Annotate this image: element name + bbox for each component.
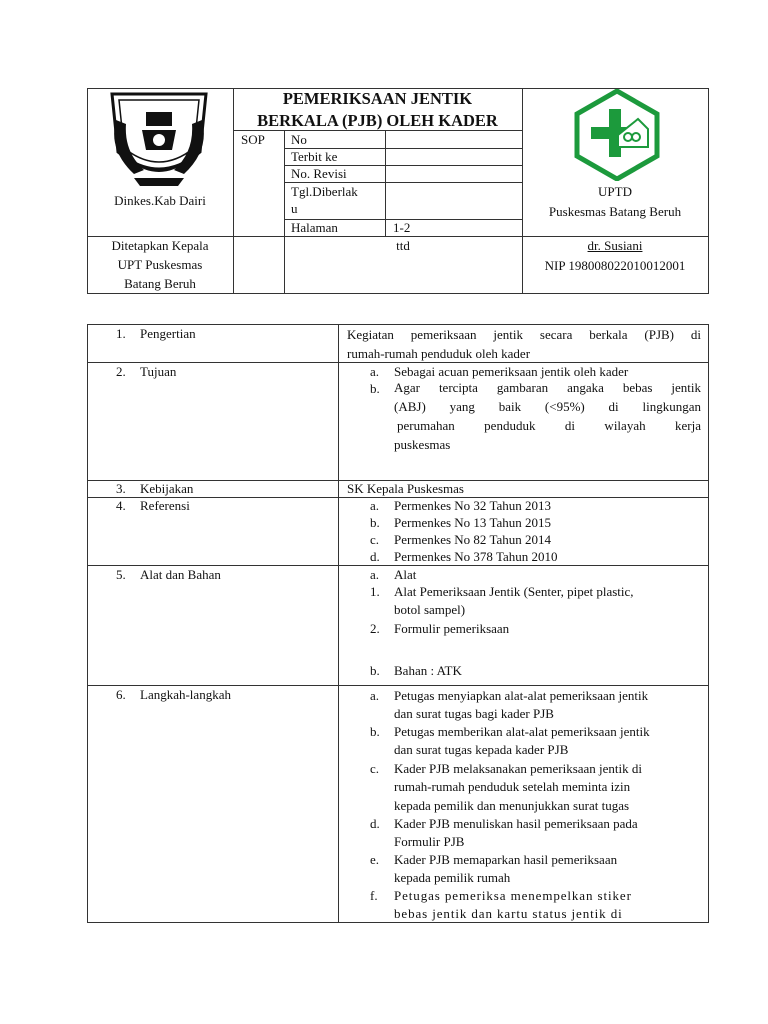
tujuan-item-b-line1: Agar tercipta gambaran angaka bebas jentik bbox=[394, 380, 701, 395]
row-label-pengertian: Pengertian bbox=[140, 326, 196, 341]
field-label-revisi: No. Revisi bbox=[291, 166, 347, 181]
referensi-item-b: Permenkes No 13 Tahun 2015 bbox=[394, 515, 551, 530]
pengertian-text-line2: rumah-rumah penduduk oleh kader bbox=[347, 346, 531, 361]
header-right-line1: UPTD bbox=[598, 184, 632, 199]
row-number-4: 4. bbox=[116, 498, 126, 513]
row-label-kebijakan: Kebijakan bbox=[140, 481, 194, 496]
tujuan-marker-b: b. bbox=[370, 381, 380, 396]
langkah-item-b-line2: dan surat tugas kepada kader PJB bbox=[394, 742, 569, 757]
alat-item-a: Alat bbox=[394, 567, 417, 582]
field-label-halaman: Halaman bbox=[291, 220, 338, 235]
signature-ttd: ttd bbox=[396, 238, 410, 253]
ditetapkan-line1: Ditetapkan Kepala bbox=[111, 238, 209, 253]
field-label-terbit: Terbit ke bbox=[291, 149, 338, 164]
header-left-caption: Dinkes.Kab Dairi bbox=[114, 193, 206, 208]
langkah-item-d-line2: Formulir PJB bbox=[394, 834, 465, 849]
tujuan-item-b-line3: perumahan penduduk di wilayah kerja bbox=[397, 418, 701, 433]
referensi-marker-a: a. bbox=[370, 498, 380, 513]
row-label-referensi: Referensi bbox=[140, 498, 190, 513]
langkah-item-c-line3: kepada pemilik dan menunjukkan surat tugas bbox=[394, 798, 630, 813]
field-label-tgl: Tgl.Diberlak bbox=[291, 184, 358, 199]
alat-item-1-line1: Alat Pemeriksaan Jentik (Senter, pipet plastic, bbox=[394, 584, 634, 599]
langkah-marker-a: a. bbox=[370, 688, 380, 703]
row-number-3: 3. bbox=[116, 481, 126, 496]
langkah-item-a-line2: dan surat tugas bagi kader PJB bbox=[394, 706, 554, 721]
alat-item-1-line2: botol sampel) bbox=[394, 602, 466, 617]
langkah-item-c-line1: Kader PJB melaksanakan pemeriksaan jentik di bbox=[394, 761, 643, 776]
ditetapkan-line2: UPT Puskesmas bbox=[117, 257, 203, 272]
langkah-marker-e: e. bbox=[370, 852, 380, 867]
tujuan-marker-a: a. bbox=[370, 364, 380, 379]
langkah-marker-c: c. bbox=[370, 761, 380, 776]
field-label-no: No bbox=[291, 132, 307, 147]
row-label-tujuan: Tujuan bbox=[140, 364, 177, 379]
signer-nip: NIP 198008022010012001 bbox=[544, 258, 686, 273]
referensi-item-c: Permenkes No 82 Tahun 2014 bbox=[394, 532, 551, 547]
puskesmas-logo bbox=[572, 89, 662, 181]
alat-marker-a: a. bbox=[370, 567, 380, 582]
row-number-1: 1. bbox=[116, 326, 126, 341]
document-title-line2: BERKALA (PJB) OLEH KADER bbox=[257, 111, 498, 130]
langkah-item-e-line2: kepada pemilik rumah bbox=[394, 870, 511, 885]
row-number-2: 2. bbox=[116, 364, 126, 379]
alat-item-b: Bahan : ATK bbox=[394, 663, 462, 678]
row-label-alat: Alat dan Bahan bbox=[140, 567, 221, 582]
referensi-item-d: Permenkes No 378 Tahun 2010 bbox=[394, 549, 558, 564]
langkah-marker-f: f. bbox=[370, 888, 378, 903]
row-number-5: 5. bbox=[116, 567, 126, 582]
sop-label: SOP bbox=[241, 132, 265, 147]
header-right-line2: Puskesmas Batang Beruh bbox=[548, 204, 682, 219]
dairi-crest-logo bbox=[104, 90, 214, 192]
referensi-item-a: Permenkes No 32 Tahun 2013 bbox=[394, 498, 551, 513]
langkah-item-b-line1: Petugas memberikan alat-alat pemeriksaan jentik bbox=[394, 724, 650, 739]
tujuan-item-b-line2: (ABJ) yang baik (<95%) di lingkungan bbox=[394, 399, 701, 414]
referensi-marker-c: c. bbox=[370, 532, 380, 547]
langkah-item-a-line1: Petugas menyiapkan alat-alat pemeriksaan jentik bbox=[394, 688, 649, 703]
pengertian-text-line1: Kegiatan pemeriksaan jentik secara berkala (PJB) di bbox=[347, 327, 701, 342]
alat-marker-b: b. bbox=[370, 663, 380, 678]
langkah-item-f-line2: bebas jentik dan kartu status jentik di bbox=[394, 906, 623, 921]
langkah-marker-d: d. bbox=[370, 816, 380, 831]
langkah-item-c-line2: rumah-rumah penduduk setelah meminta izin bbox=[394, 779, 631, 794]
kebijakan-text: SK Kepala Puskesmas bbox=[347, 481, 464, 496]
tujuan-item-b-line4: puskesmas bbox=[394, 437, 451, 452]
document-title-line1: PEMERIKSAAN JENTIK bbox=[282, 89, 473, 108]
langkah-item-f-line1: Petugas pemeriksa menempelkan stiker bbox=[394, 888, 632, 903]
field-label-tgl-cont: u bbox=[291, 201, 298, 216]
ditetapkan-line3: Batang Beruh bbox=[124, 276, 196, 291]
row-label-langkah: Langkah-langkah bbox=[140, 687, 231, 702]
referensi-marker-d: d. bbox=[370, 549, 380, 564]
alat-item-2: Formulir pemeriksaan bbox=[394, 621, 510, 636]
field-value-halaman: 1-2 bbox=[393, 220, 411, 235]
signer-name: dr. Susiani bbox=[587, 238, 643, 253]
referensi-marker-b: b. bbox=[370, 515, 380, 530]
langkah-marker-b: b. bbox=[370, 724, 380, 739]
tujuan-item-a: Sebagai acuan pemeriksaan jentik oleh kader bbox=[394, 364, 629, 379]
row-number-6: 6. bbox=[116, 687, 126, 702]
alat-marker-2: 2. bbox=[370, 621, 380, 636]
alat-marker-1: 1. bbox=[370, 584, 380, 599]
langkah-item-d-line1: Kader PJB menuliskan hasil pemeriksaan pada bbox=[394, 816, 638, 831]
langkah-item-e-line1: Kader PJB memaparkan hasil pemeriksaan bbox=[394, 852, 618, 867]
